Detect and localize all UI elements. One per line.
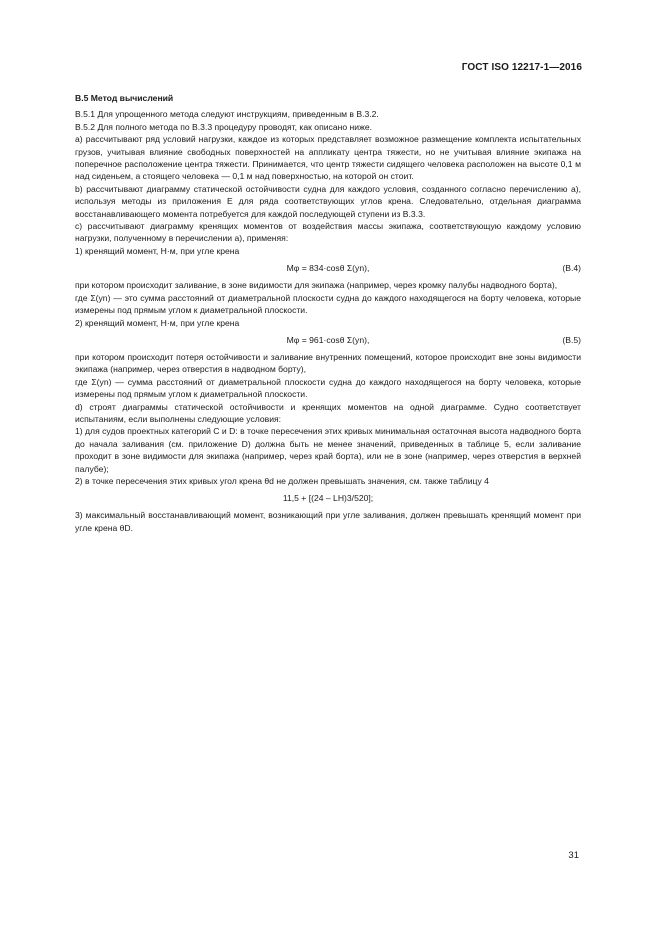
section-title: B.5 Метод вычислений bbox=[75, 93, 174, 103]
item-d3: 3) максимальный восстанавливающий момент, возникающий при угле заливания, должен превышать кренящий момент при угле крена θD. bbox=[75, 510, 581, 533]
paragraph-b: b) рассчитывают диаграмму статической остойчивости судна для каждого условия, созданного согласно перечислению а), используя методы из приложения E для ряда соответствующих углов крена. Следовательно, отдельная диаграмма восстанавливающего момента потребуется для каждой последующей ступени из B.3.3. bbox=[75, 183, 581, 219]
equation-heel-limit-expression: 11,5 + [(24 – LH)3/520]; bbox=[282, 493, 374, 504]
page-number: 31 bbox=[568, 850, 579, 861]
standard-header: ГОСТ ISO 12217-1—2016 bbox=[461, 62, 582, 73]
item-c1-where: где Σ(yn) — это сумма расстояний от диаметральной плоскости судна до каждого находящегося на борту человека, которые измерены под прямым углом к диаметральной плоскости. bbox=[75, 292, 581, 316]
equation-b4-number: (B.4) bbox=[562, 263, 581, 274]
item-c2-continuation: при котором происходит потеря остойчивости и заливание внутренних помещений, которое происходит вне зоны видимости экипажа (например, через отверстия в надводном борту), bbox=[75, 351, 581, 375]
item-d2: 2) в точке пересечения этих кривых угол крена θd не должен превышать значения, см. также таблицу 4 bbox=[75, 475, 489, 486]
item-c1: 1) кренящий момент, Н·м, при угле крена bbox=[75, 245, 240, 256]
equation-b5-expression: Mφ = 961·cosθ Σ(yn), bbox=[286, 334, 370, 345]
paragraph-b51: B.5.1 Для упрощенного метода следуют инструкциям, приведенным в B.3.2. bbox=[75, 109, 379, 120]
item-c2: 2) кренящий момент, Н·м, при угле крена bbox=[75, 317, 240, 328]
equation-heel-limit bbox=[75, 492, 581, 504]
document-body bbox=[75, 92, 581, 534]
equation-b5 bbox=[75, 334, 581, 346]
paragraph-d: d) строят диаграммы статической остойчивости и кренящих моментов на одной диаграмме. Судно соответствует испытаниям, если выполнены следующие условия: bbox=[75, 401, 581, 424]
equation-b4-expression: Mφ = 834·cosθ Σ(yn), bbox=[286, 263, 370, 274]
paragraph-a: а) рассчитывают ряд условий нагрузки, каждое из которых представляет возможное размещение комплекта испытательных грузов, учитывая влияние свободных поверхностей на аппликату центра тяжести, но не учитывая влияние экипажа на поперечное расположение центра тяжести. Принимается, что центр тяжести сидящего человека расположен на высоте 0,1 м над сиденьем, а стоящего человека — 0,1 м над поверхностью, на которой он стоит. bbox=[75, 134, 581, 182]
equation-b4 bbox=[75, 262, 581, 274]
item-d1: 1) для судов проектных категорий С и D: в точке пересечения этих кривых минимальная остаточная высота надводного борта до начала заливания (см. приложение D) должна быть не менее значений, приведенных в таблице 5, если заливание проходит в зоне видимости для экипажа (например, через край борта), или не в зоне (например, через отверстия в верхней палубе); bbox=[75, 426, 581, 474]
paragraph-c: с) рассчитывают диаграмму кренящих моментов от воздействия массы экипажа, соответствующую каждому условию нагрузки, полученному в перечислении а), применяя: bbox=[75, 221, 581, 244]
paragraph-b52: B.5.2 Для полного метода по B.3.3 процедуру проводят, как описано ниже. bbox=[75, 121, 372, 132]
item-c2-where: где Σ(yn) — сумма расстояний от диаметральной плоскости судна до каждого находящегося на борту человека, которые измерены под прямым углом к диаметральной плоскости. bbox=[75, 376, 581, 400]
item-c1-continuation: при котором происходит заливание, в зоне видимости для экипажа (например, через кромку палубы надводного борта), bbox=[75, 280, 558, 291]
equation-b5-number: (B.5) bbox=[562, 334, 581, 345]
